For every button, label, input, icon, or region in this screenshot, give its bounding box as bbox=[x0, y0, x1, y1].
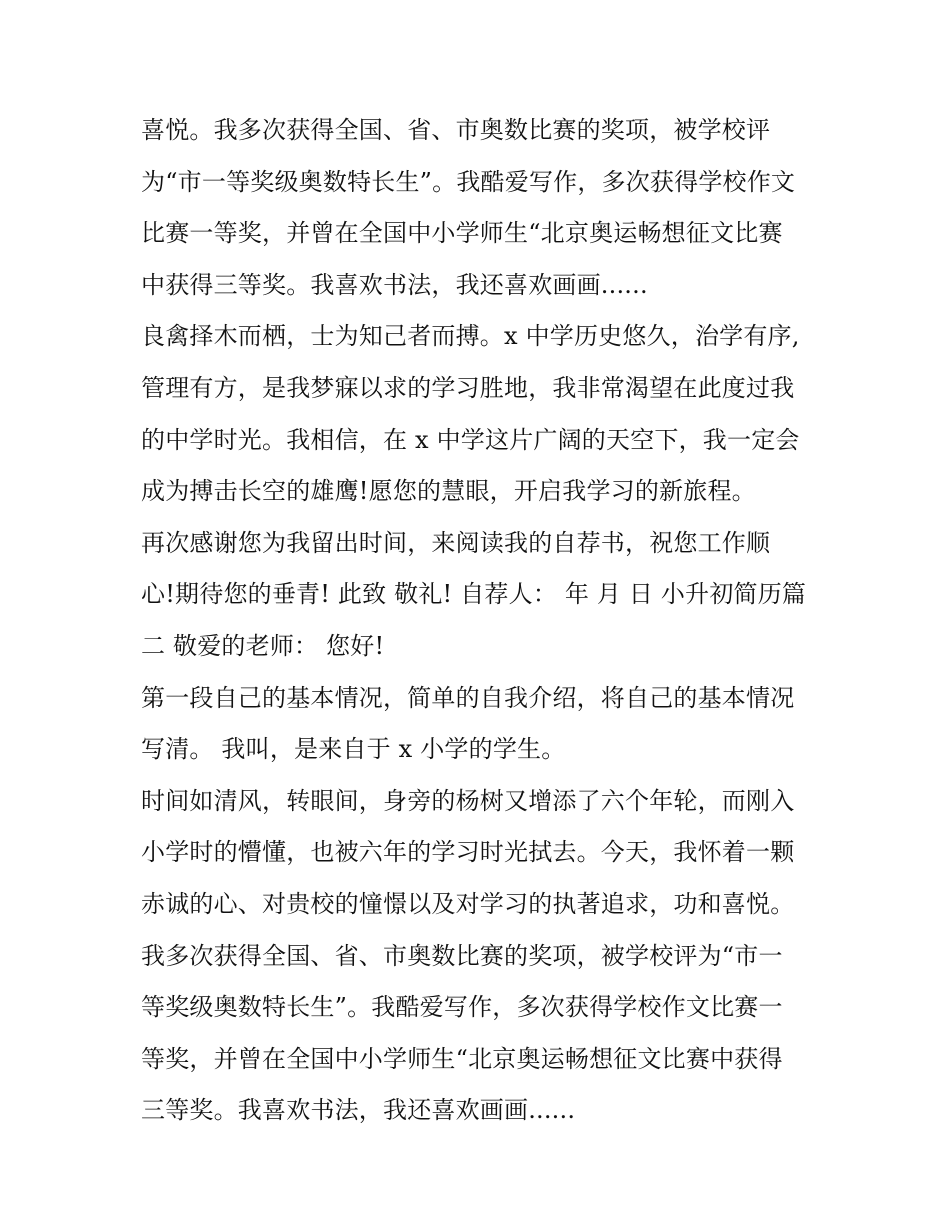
text-line: 第一段自己的基本情况，简单的自我介绍，将自己的基本情况 bbox=[141, 683, 795, 712]
text-line: 成为搏击长空的雄鹰!愿您的慧眼，开启我学习的新旅程。 bbox=[141, 477, 756, 506]
text-line: 我多次获得全国、省、市奥数比赛的奖项，被学校评为“市一 bbox=[141, 941, 783, 970]
text-line: 比赛一等奖，并曾在全国中小学师生“北京奥运畅想征文比赛 bbox=[141, 219, 783, 248]
text-line: 二 敬爱的老师： 您好! bbox=[141, 631, 385, 660]
text-line: 等奖级奥数特长生”。我酷爱写作，多次获得学校作文比赛一 bbox=[141, 993, 783, 1022]
text-line: 小学时的懵懂，也被六年的学习时光拭去。今天，我怀着一颗 bbox=[141, 838, 795, 867]
text-line: 再次感谢您为我留出时间，来阅读我的自荐书，祝您工作顺 bbox=[141, 528, 771, 557]
text-line: 的中学时光。我相信，在 x 中学这片广阔的天空下，我一定会 bbox=[141, 425, 800, 454]
text-line: 写清。 我叫，是来自于 x 小学的学生。 bbox=[141, 735, 566, 764]
document-body bbox=[141, 105, 821, 1137]
text-line: 良禽择木而栖，士为知己者而搏。x 中学历史悠久，治学有序, bbox=[141, 322, 800, 351]
text-line: 心!期待您的垂青! 此致 敬礼! 自荐人： 年 月 日 小升初简历篇 bbox=[141, 580, 807, 609]
text-line: 时间如清风，转眼间，身旁的杨树又增添了六个年轮，而刚入 bbox=[141, 786, 795, 815]
text-line: 赤诚的心、对贵校的憧憬以及对学习的执著追求，功和喜悦。 bbox=[141, 889, 795, 918]
text-line: 为“市一等奖级奥数特长生”。我酷爱写作，多次获得学校作文 bbox=[141, 167, 796, 196]
text-line: 三等奖。我喜欢书法，我还喜欢画画...... bbox=[141, 1096, 576, 1125]
text-line: 中获得三等奖。我喜欢书法，我还喜欢画画...... bbox=[141, 270, 648, 299]
text-line: 喜悦。我多次获得全国、省、市奥数比赛的奖项，被学校评 bbox=[141, 116, 771, 144]
text-line: 等奖，并曾在全国中小学师生“北京奥运畅想征文比赛中获得 bbox=[141, 1044, 783, 1073]
text-line: 管理有方，是我梦寐以求的学习胜地，我非常渴望在此度过我 bbox=[141, 373, 795, 402]
